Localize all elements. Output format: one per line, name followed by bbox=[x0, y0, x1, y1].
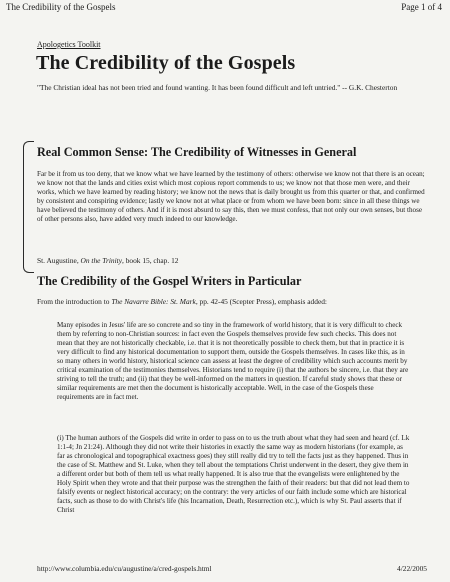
citation-reference: , book 15, chap. 12 bbox=[122, 256, 179, 265]
page-title: The Credibility of the Gospels bbox=[36, 52, 296, 74]
augustine-paragraph: Far be it from us too deny, that we know what we have learned by the testimony of others: otherwise we know not that there is an ocean; we know not that the lands and cities exist which most copious report commends to us; we know not that those men were, and their works, which we have learned by reading history; we know not the news that is daily brought us from this quarter or that, and confirmed by consistent and conspiring evidence; lastly we know not at what place or from whom we have been born: since in all these things we have believed the testimony of others. And if it is most absurd to say this, then we must confess, that not only our own senses, but those of other persons also, have added very much indeed to our knowledge. bbox=[37, 170, 425, 223]
handwritten-bracket-mark bbox=[23, 141, 34, 273]
citation-work-title: On the Trinity bbox=[80, 256, 123, 265]
citation-author: St. Augustine, bbox=[37, 256, 81, 265]
section-heading-witnesses: Real Common Sense: The Credibility of Witnesses in General bbox=[37, 145, 357, 159]
footer-date: 4/22/2005 bbox=[397, 564, 427, 573]
footer-url-link[interactable]: http://www.columbia.edu/cu/augustine/a/cred-gospels.html bbox=[37, 564, 212, 573]
blockquote-paragraph-1: Many episodes in Jesus' life are so concrete and so tiny in the framework of world history, that it is very difficult to check them by referring to non-Christian sources: in fact even the Gospels themselves provide few such checks. This does not mean that they are not historically checkable, i.e. that it is not theoretically possible to check them, but that in practice it is very difficult to find any historical documentation to support them, outside the Gospels themselves. In cases like this, as in so many others in world history, historical science can assess at least the degree of credibility which such accounts merit by critical examination of the testimonies themselves. Historians tend to require (i) that the authors be sincere, i.e. that they are striving to tell the truth; and (ii) that they be well-informed on the matters in question. If careful study shows that these or similar requirements are met then the document is historically acceptable. Well, in the case of the Gospels these requirements are in fact met. bbox=[57, 321, 409, 401]
intro-suffix: , pp. 42-45 (Scepter Press), emphasis added: bbox=[195, 297, 327, 306]
intro-work-title: The Navarre Bible: St. Mark bbox=[111, 297, 196, 306]
print-header-page-number: Page 1 of 4 bbox=[401, 2, 442, 12]
navarre-intro-line bbox=[37, 297, 432, 306]
print-header-title: The Credibility of the Gospels bbox=[6, 2, 116, 12]
breadcrumb-link[interactable]: Apologetics Toolkit bbox=[37, 40, 101, 49]
intro-prefix: From the introduction to bbox=[37, 297, 112, 306]
section-heading-gospel-writers: The Credibility of the Gospel Writers in Particular bbox=[37, 274, 302, 288]
epigraph-quote: "The Christian ideal has not been tried and found wanting. It has been found difficult and left untried." -- G.K. Chesterton bbox=[37, 83, 398, 92]
blockquote-paragraph-2: (i) The human authors of the Gospels did write in order to pass on to us the truth about what they had seen and heard (cf. Lk 1:1-4; Jn 21:24). Although they did not write their histories in exactly the same way as modern historians (for example, as far as chronological and topographical exactness goes) they still really did try to tell the facts just as they happened. Thus in the case of St. Matthew and St. Luke, when they tell about the temptations Christ underwent in the desert, they give them in a different order but both of them tell us what really happened. It is also true that the evangelists were enlightened by the Holy Spirit when they wrote and that their purpose was the strengthen the faith of their readers: but that did not lead them to falsify events or neglect historical accuracy; on the contrary: the very articles of our faith include some which are historical facts, such as those to do with Christ's life (his Incarnation, Death, Resurrection etc.), which is why St. Paul asserts that if Christ bbox=[57, 434, 410, 514]
augustine-citation bbox=[37, 256, 178, 265]
